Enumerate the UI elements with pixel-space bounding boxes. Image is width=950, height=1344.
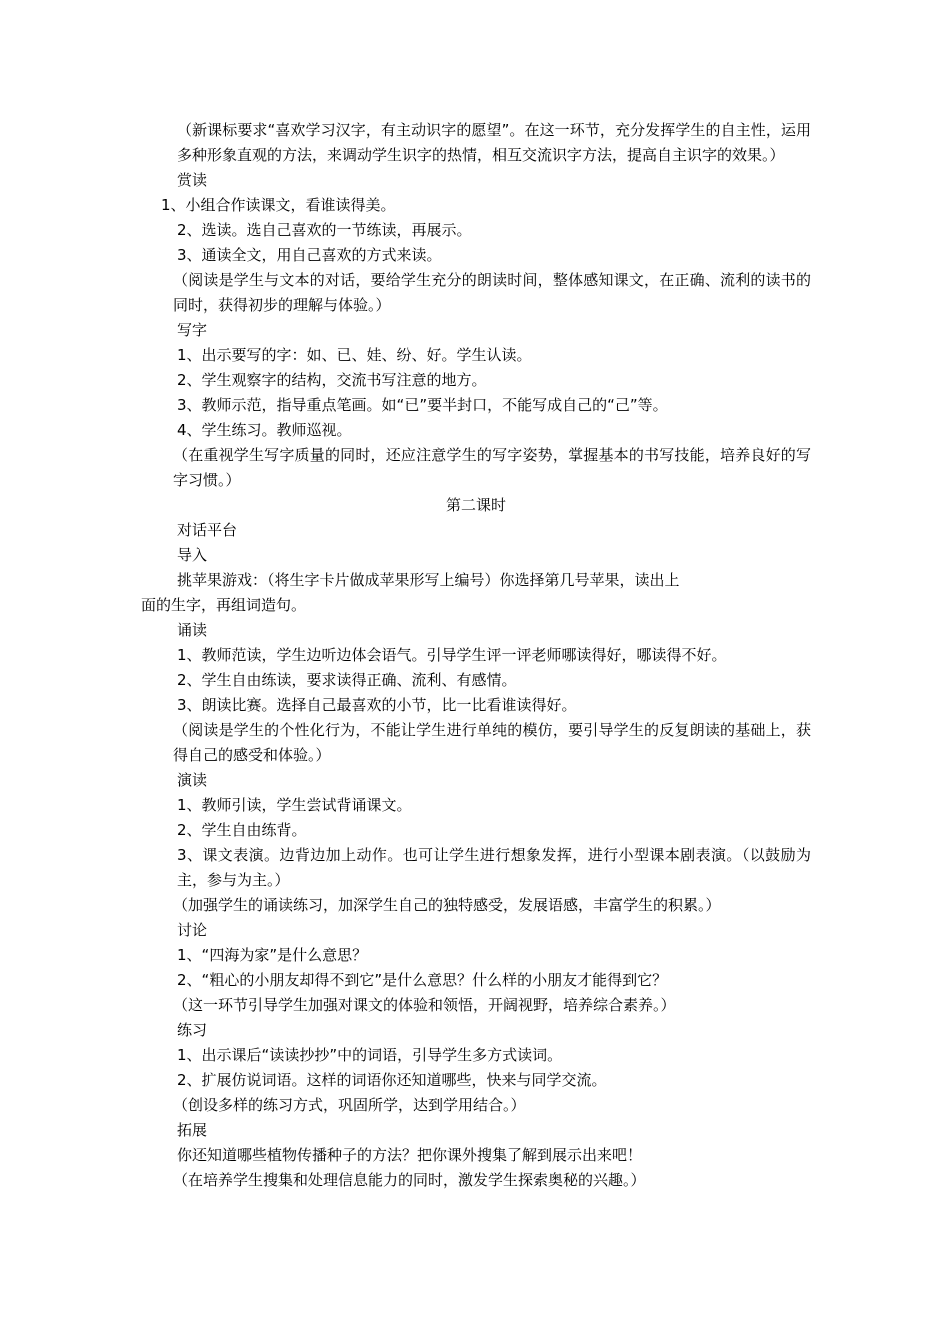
list-item: 1、出示要写的字：如、已、娃、纷、好。学生认读。 xyxy=(177,346,532,364)
paragraph-line: 面的生字，再组词造句。 xyxy=(141,596,307,614)
list-item: 3、教师示范，指导重点笔画。如“已”要半封口，不能写成自己的“己”等。 xyxy=(177,396,668,414)
paragraph: （阅读是学生与文本的对话，要给学生充分的朗读时间，整体感知课文，在正确、流利的读书的同时，获得初步的理解与体验。） xyxy=(173,271,811,314)
list-item: 4、学生练习。教师巡视。 xyxy=(177,421,352,439)
list-item: 2、学生自由练读，要求读得正确、流利、有感情。 xyxy=(177,671,517,689)
paragraph: 你还知道哪些植物传播种子的方法？把你课外搜集了解到展示出来吧！ xyxy=(177,1146,643,1164)
section-heading: 练习 xyxy=(177,1021,208,1039)
section-heading: 讨论 xyxy=(177,921,208,939)
list-item: 3、课文表演。边背边加上动作。也可让学生进行想象发挥，进行小型课本剧表演。（以鼓励为主，参与为主。） xyxy=(177,846,811,889)
section-heading: 拓展 xyxy=(177,1121,208,1139)
list-item: 3、通读全文，用自己喜欢的方式来读。 xyxy=(177,246,442,264)
list-item: 1、小组合作读课文，看谁读得美。 xyxy=(161,196,396,214)
section-heading: 诵读 xyxy=(177,621,208,639)
list-item: 1、教师范读，学生边听边体会语气。引导学生评一评老师哪读得好，哪读得不好。 xyxy=(177,646,727,664)
list-item: 2、“粗心的小朋友却得不到它”是什么意思？什么样的小朋友才能得到它？ xyxy=(177,971,668,989)
list-item: 2、学生观察字的结构，交流书写注意的地方。 xyxy=(177,371,487,389)
document-page xyxy=(141,118,811,1193)
list-item: 2、扩展仿说词语。这样的词语你还知道哪些，快来与同学交流。 xyxy=(177,1071,607,1089)
paragraph: （这一环节引导学生加强对课文的体验和领悟，开阔视野，培养综合素养。） xyxy=(173,996,676,1014)
list-item: 1、教师引读，学生尝试背诵课文。 xyxy=(177,796,412,814)
paragraph: （创设多样的练习方式，巩固所学，达到学用结合。） xyxy=(173,1096,526,1114)
section-heading: 写字 xyxy=(177,321,208,339)
paragraph: （加强学生的诵读练习，加深学生自己的独特感受，发展语感，丰富学生的积累。） xyxy=(173,896,721,914)
section-heading: 导入 xyxy=(177,546,208,564)
paragraph: （阅读是学生的个性化行为，不能让学生进行单纯的模仿，要引导学生的反复朗读的基础上，获得自己的感受和体验。） xyxy=(173,721,811,764)
paragraph-line: 挑苹果游戏：（将生字卡片做成苹果形写上编号）你选择第几号苹果，读出上 xyxy=(177,571,680,589)
paragraph: （在培养学生搜集和处理信息能力的同时，激发学生探索奥秘的兴趣。） xyxy=(173,1171,646,1189)
paragraph: （在重视学生写字质量的同时，还应注意学生的写字姿势，掌握基本的书写技能，培养良好的写字习惯。） xyxy=(173,446,811,489)
section-heading: 赏读 xyxy=(177,171,208,189)
section-heading: 演读 xyxy=(177,771,208,789)
list-item: 2、学生自由练背。 xyxy=(177,821,307,839)
list-item: 1、“四海为家”是什么意思？ xyxy=(177,946,368,964)
list-item: 2、选读。选自己喜欢的一节练读，再展示。 xyxy=(177,221,472,239)
section-heading: 对话平台 xyxy=(177,521,238,539)
lesson-title: 第二课时 xyxy=(445,496,506,514)
list-item: 1、出示课后“读读抄抄”中的词语，引导学生多方式读词。 xyxy=(177,1046,563,1064)
list-item: 3、朗读比赛。选择自己最喜欢的小节，比一比看谁读得好。 xyxy=(177,696,577,714)
paragraph: （新课标要求“喜欢学习汉字，有主动识字的愿望”。在这一环节，充分发挥学生的自主性，运用多种形象直观的方法，来调动学生识字的热情，相互交流识字方法，提高自主识字的效果。） xyxy=(177,121,811,164)
